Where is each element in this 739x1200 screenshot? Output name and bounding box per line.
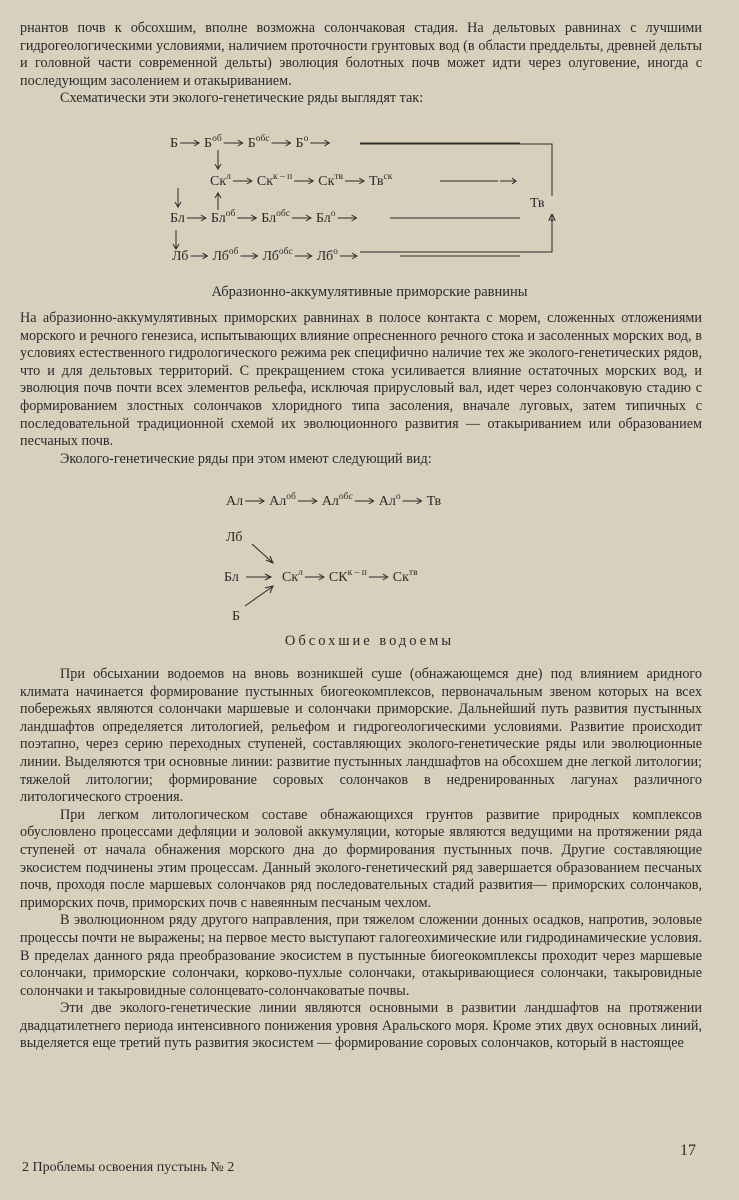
scheme-1-row-1-node-2: $Б^{об}$ <box>204 134 222 151</box>
scheme-2-mid-node-1: $Ск^л$ <box>282 568 303 585</box>
scheme-1-row-3-node-1: Бл <box>170 211 185 226</box>
scheme-deltaic <box>170 133 555 264</box>
scheme-1-row-2-node-1: $Ск^л$ <box>210 172 231 189</box>
scheme-1-row-4-node-4: $Лб^о$ <box>316 247 338 264</box>
scheme-2-mid-row <box>282 568 418 585</box>
scheme-1-row-1-node-1: Б <box>170 136 179 151</box>
scheme-row-1 <box>170 133 329 151</box>
scheme-2-node-lb: Лб <box>226 530 243 545</box>
bracket-line-right-bottom <box>360 214 552 252</box>
scheme-2-node-b: Б <box>232 609 241 624</box>
paragraph-1: рнантов почв к обсохшим, вполне возможна солончаковая стадия. На дельтовых равнинах с лучшими гидрогеологическими условиями, наличием проточности грунтовых вод (в области преддельты, древней дельты и головной части современной дельты) эволюция болотных почв может идти через олуговение, иногда с последующим засолением и отакыриванием. <box>20 20 702 89</box>
paragraph-4: Эколого-генетические ряды при этом имеют следующий вид: <box>60 450 432 467</box>
text-block-2 <box>20 310 702 468</box>
scheme-1-row-1-node-3: $Б^{обс}$ <box>247 134 270 151</box>
scheme-1-row-2-node-2: $Ск^{к - п}$ <box>256 172 293 189</box>
bracket-line-right-top <box>360 144 552 196</box>
text-block-3 <box>20 666 702 1053</box>
scheme-1-row-4-node-1: Лб <box>172 249 189 264</box>
scheme-abrasion <box>224 491 441 624</box>
scheme-1-row-3-node-4: $Бл^о$ <box>315 209 336 226</box>
paragraph-5: При обсыхании водоемов на вновь возникшей суше (обнажающемся дне) под влиянием аридного климата начинается формирование пустынных биогеокомплексов, первоначальным звеном которых на всех побережьях являются солончаки маршевые и солончаки приморские. Дальнейший путь развития пустынных ландшафтов определяется литологией, рельефом и гидрогеологическими условиями. Развитие происходит поэтапно, через серию переходных ступеней, составляющих эколого-генетические ряды или эволюционные линии. Выделяются три основные линии: развитие пустынных ландшафтов на обсохшем дне легкой литологии; тяжелой литологии; формирование соровых солончаков в недренированных лагунах различного литологического строения. <box>20 666 702 806</box>
scheme-2-top-node-1: Ал <box>226 494 244 509</box>
paragraph-8: Эти две эколого-генетические линии являются основными в развитии ландшафтов на протяжении двадцатилетнего периода интенсивного понижения уровня Аральского моря. Кроме этих двух основных линий, выделяется еще третий путь развития экосистем — формирование соровых солончаков, который в настоящее <box>20 1000 702 1052</box>
scheme-2-mid-node-2: $СК^{к - п}$ <box>328 568 367 585</box>
scheme-1-row-2-node-4: $Тв^{ск}$ <box>369 172 393 189</box>
scheme-row-3 <box>170 208 357 226</box>
footer-journal: 2 Проблемы освоения пустынь № 2 <box>22 1160 235 1175</box>
scheme-2-mid-node-3: $Ск^{тв}$ <box>392 568 418 585</box>
paragraph-6: При легком литологическом составе обнажающихся грунтов развитие природных комплексов обусловлено процессами дефляции и эоловой аккумуляции, которые являются ведущими на протяжении ряда ступеней от начала обнажения морского дна до формирования пустынных почв. Другие составляющие экосистем подчинены этим процессам. Данный эколого-генетический ряд завершается образованием песчаных почв, проходя после маршевых солончаков ряд последовательных стадий развития— приморских солончаков, приморских почв, приморских почв с навеянным песчаным чехлом. <box>20 806 702 911</box>
arrow-line-b <box>245 587 272 606</box>
heading-abrasion: Абразионно-аккумулятивные приморские равнины <box>211 284 528 300</box>
scheme-row-2 <box>210 172 393 189</box>
scheme-2-top-node-2: $Ал^{об}$ <box>269 492 296 509</box>
scheme-row-4 <box>172 246 357 264</box>
scheme-1-row-1-node-4: $Б^о$ <box>295 134 309 151</box>
heading-dried-waterbodies: Обсохшие водоемы <box>284 633 455 649</box>
scheme-1-row-2-node-3: $Ск^{тв}$ <box>318 172 344 189</box>
scheme-2-top-node-5: Тв <box>426 494 442 509</box>
scheme-node-tv: Тв <box>530 196 545 211</box>
scheme-2-top-row <box>226 491 441 509</box>
arrow-line-lb <box>252 544 272 562</box>
paragraph-7: В эволюционном ряду другого направления, при тяжелом сложении донных осадков, напротив, эоловые процессы почти не выражены; на первое место выступают галогеохимические или гидродинамические условия. В пределах данного ряда преобразование экосистем в пустынные биогеокомплексы проходит через маршевые солончаки, приморские солончаки, корково-пухлые солончаки, отакыривающиеся солончаки, такыровидные солончаки и такыровидные солонцевато-солончаковатые почвы. <box>20 912 702 999</box>
scheme-2-node-bl: Бл <box>224 570 239 585</box>
scheme-2-top-node-4: $Ал^о$ <box>378 492 401 509</box>
scheme-2-top-node-3: $Ал^{обс}$ <box>321 492 353 509</box>
scheme-1-row-3-node-2: $Бл^{об}$ <box>210 209 236 226</box>
paragraph-2: Схематически эти эколого-генетические ряды выглядят так: <box>60 90 424 107</box>
paragraph-3: На абразионно-аккумулятивных приморских равнинах в полосе контакта с морем, сложенных отложениями морского и речного генезиса, испытывающих влияние опресненного речного стока и засоленных морских вод, в условиях естественного гидрологического режима рек специфично наличие тех же эколого-генетических рядов, что и для дельтовых территорий. С прекращением стока усиливается влияние остаточных морских вод, и эволюция почв почти всех элементов рельефа, исключая прирусловый вал, идет через солончаковую стадию с формированием злостных солончаков хлоридного типа засоления, вначале луговых, затем типичных с последовательной традиционной схемой их эволюционного развития — отакыриванием или образованием песчаных почв. <box>20 310 702 450</box>
scheme-1-row-4-node-2: $Лб^{об}$ <box>212 247 239 264</box>
scheme-1-row-4-node-3: $Лб^{обс}$ <box>262 247 293 264</box>
scheme-1-row-3-node-3: $Бл^{обс}$ <box>261 209 290 226</box>
page-number: 17 <box>680 1142 696 1159</box>
